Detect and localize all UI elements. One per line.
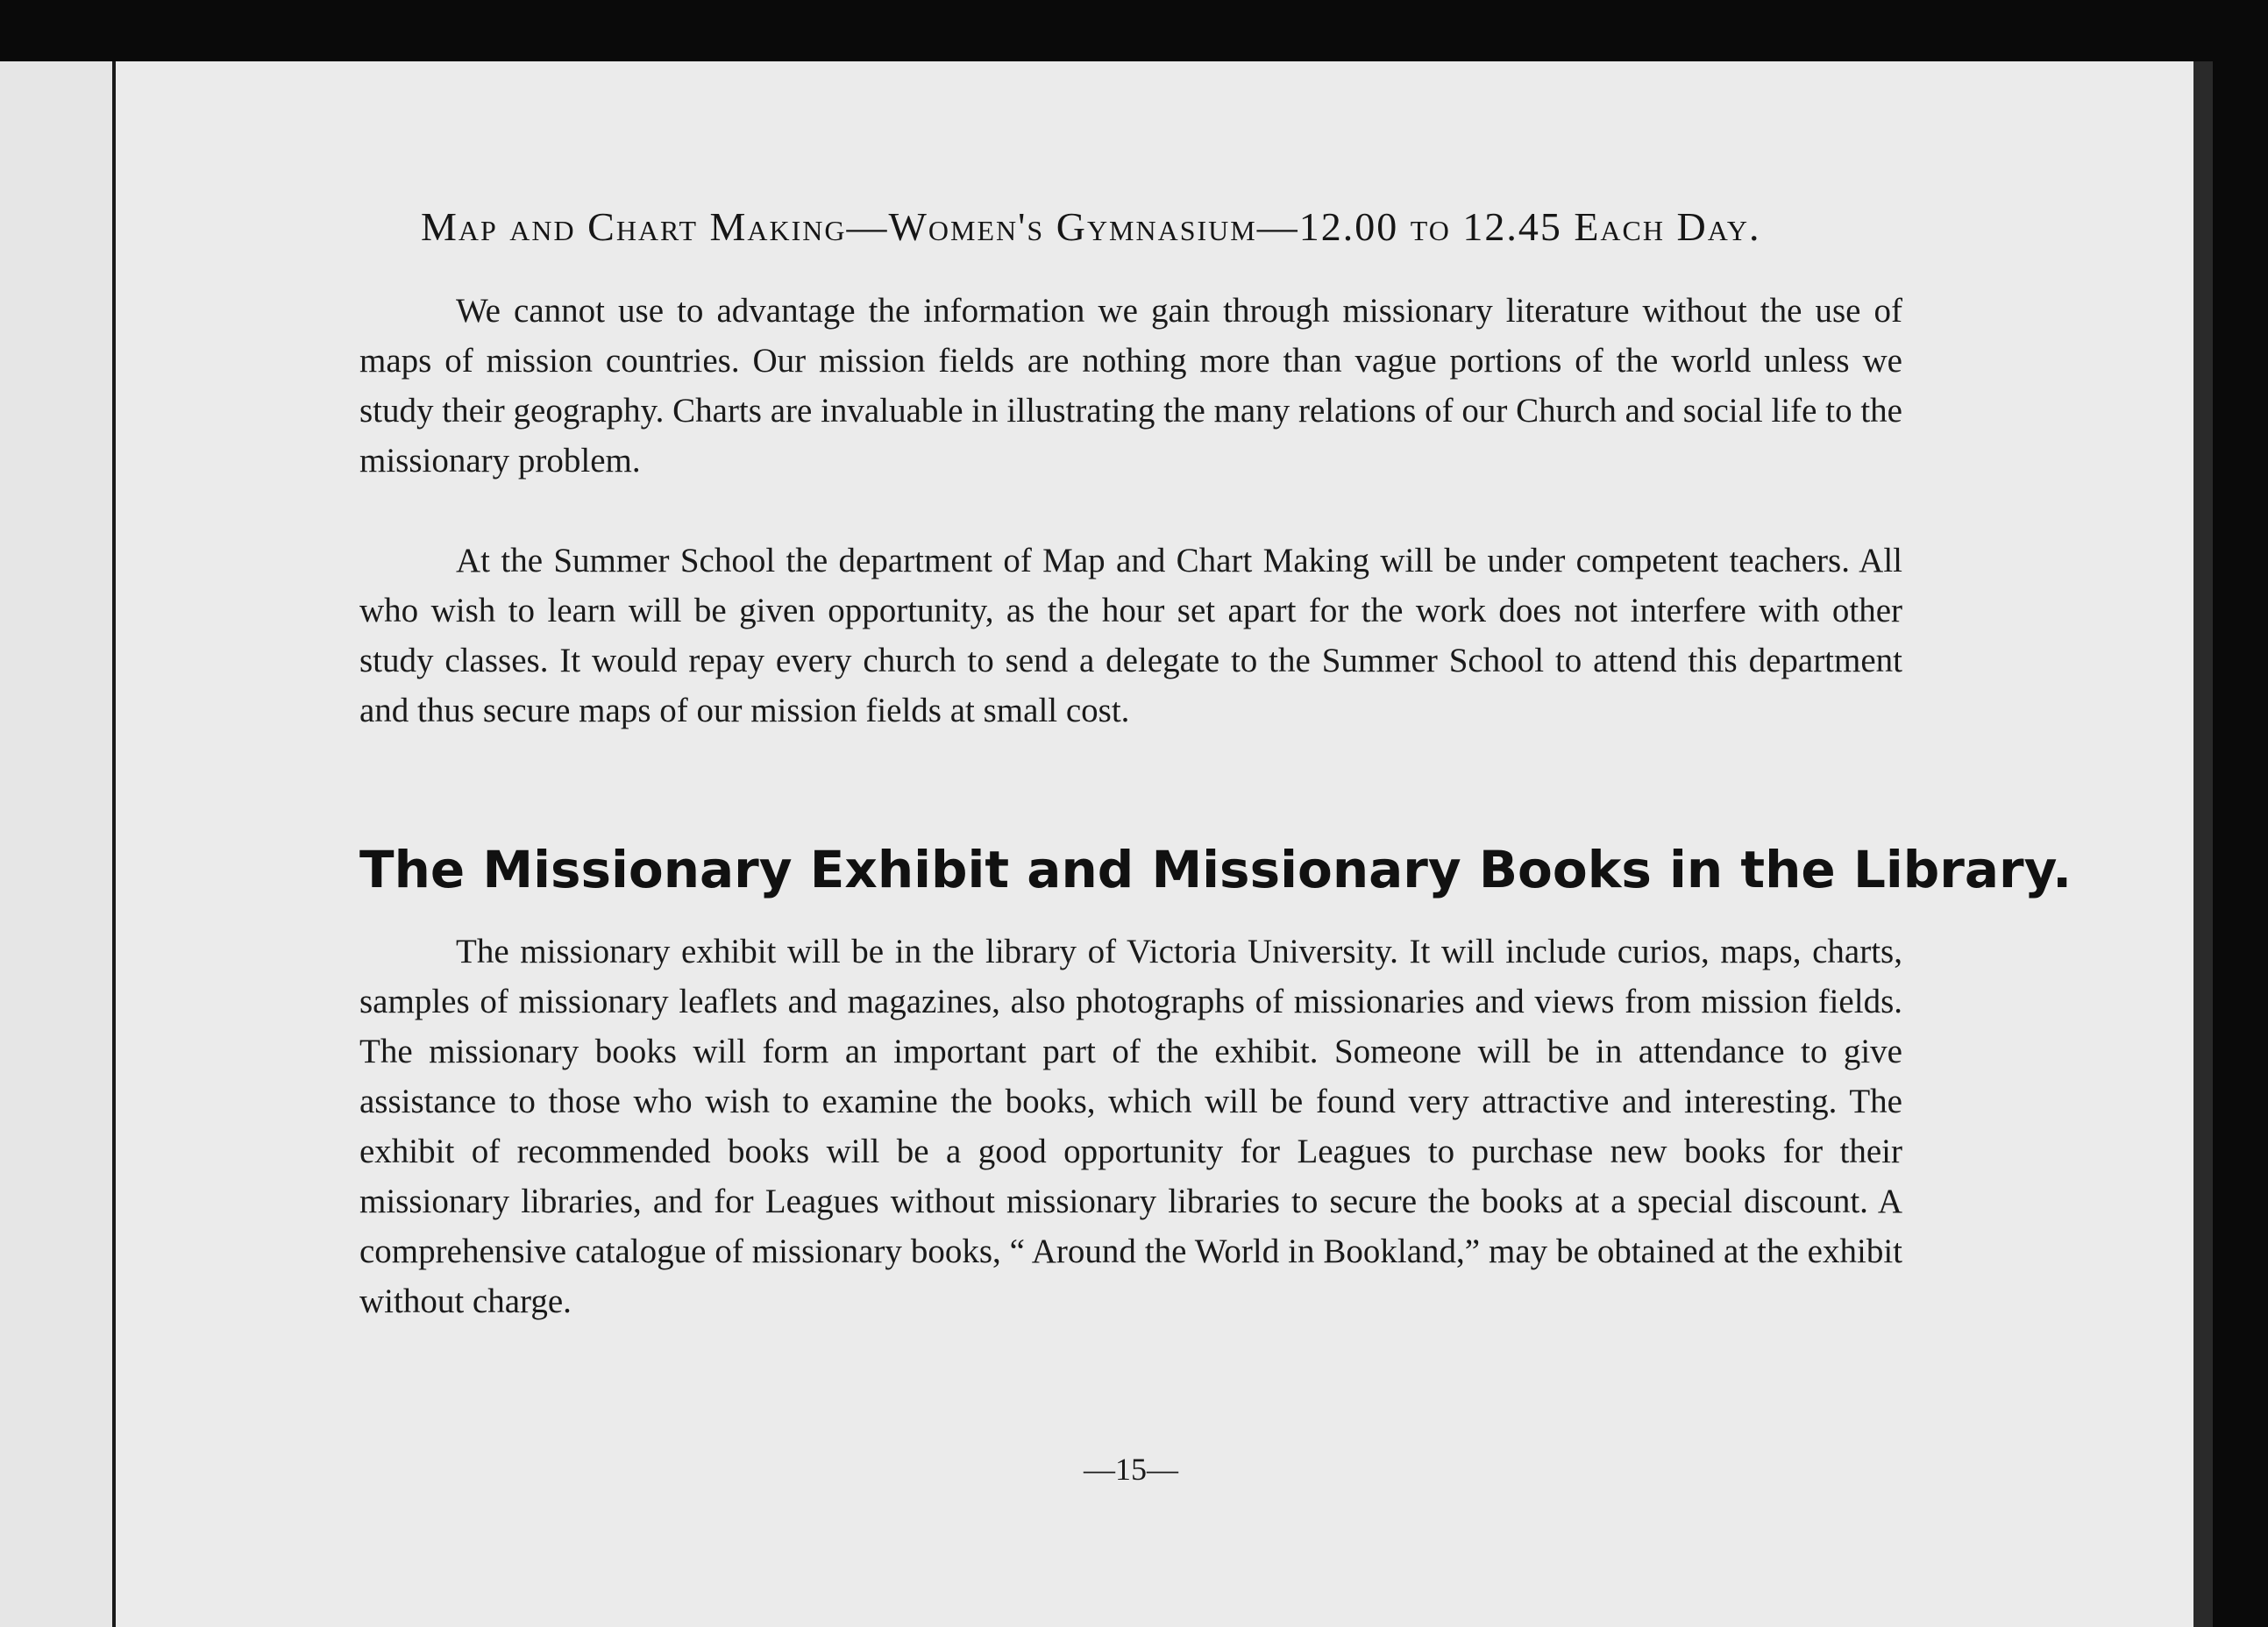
paragraph-summer-school: At the Summer School the department of Map and Chart Making will be under competent teachers. All who wish to learn will be given opportunity, as the hour set apart for the work does not interfere with other study classes. It would repay every church to send a delegate to the Summer School to attend this department and thus secure maps of our mission fields at small cost. (359, 542, 1902, 729)
previous-page-edge (0, 61, 116, 1627)
page-right-edge (2193, 61, 2213, 1627)
paragraph-maps-intro: We cannot use to advantage the information we gain through missionary literature without the use of maps of mission countries. Our mission fields are nothing more than vague portions of the world unless we study their geography. Charts are invaluable in illustrating the many relations of our Church and social life to the missionary problem. (359, 292, 1902, 480)
paragraph-exhibit: The missionary exhibit will be in the library of Victoria University. It will include curios, maps, charts, samples of missionary leaflets and magazines, also photographs of missionaries and views from mission fields. The missionary books will form an important part of the exhibit. Someone will be in attendance to give assistance to those who wish to examine the books, which will be found very attractive and interesting. The exhibit of recommended books will be a good opportunity for Leagues to purchase new books for their missionary libraries, and for Leagues without missionary libraries to secure the books at a special discount. A comprehensive catalogue of missionary books, “ Around the World in Bookland,” may be obtained at the exhibit without charge. (359, 933, 1902, 1320)
section-heading: Map and Chart Making—Women's Gymnasium—12.00 to 12.45 Each Day. (421, 204, 1761, 249)
exhibit-title: The Missionary Exhibit and Missionary Books in the Library. (359, 840, 2072, 899)
page-number: —15— (1084, 1452, 1178, 1487)
